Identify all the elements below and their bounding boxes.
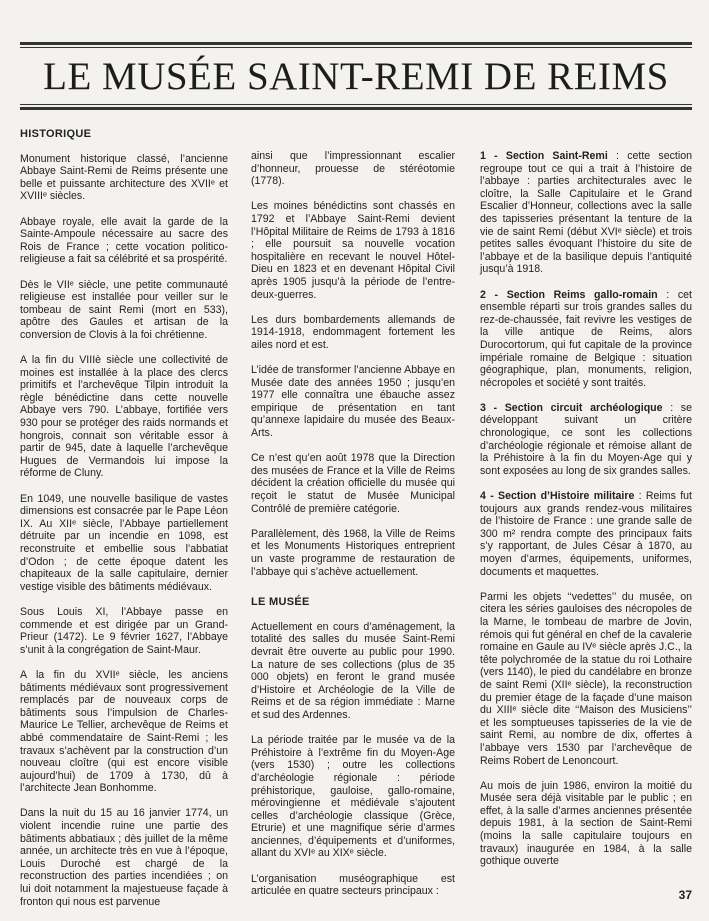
section-paragraph-4 [480, 490, 692, 578]
section-text: : cet ensemble réparti sur trois grandes salles du rez-de-chaussée, fait revivre les vestiges de la ville antique de Reims, alors Durocortorum, qui fut capitale de la province impériale romaine de Belgique : situation géographique, plan, monuments, religion, nécropoles et société y sont traités. [480, 288, 692, 389]
column-middle [251, 150, 455, 910]
paragraph: Les moines bénédictins sont chassés en 1792 et l’Abbaye Saint-Remi devient l’Hôpital Militaire de Reims de 1793 à 1816 ; elle poursuit sa nouvelle vocation hospitalière en recevant le nouvel Hôtel-Dieu en 1823 et en devenant Hôpital Civil après 1905 jusqu’à la période de l’entre-deux-guerres. [251, 200, 455, 301]
top-rule-thin [20, 47, 692, 48]
section-label: 2 - Section Reims gallo-romain [480, 288, 658, 301]
column-right [480, 150, 692, 880]
paragraph: Les durs bombardements allemands de 1914-1918, endommagent fortement les ailes nord et est. [251, 313, 455, 351]
section-label: 4 - Section d’Histoire militaire [480, 490, 635, 503]
column-left [20, 128, 228, 921]
paragraph: L’idée de transformer l’ancienne Abbaye en Musée date des années 1950 ; jusqu’en 1977 elle connaîtra une ébauche assez empirique de présentation en tant qu’annexe lapidaire du musée des Beaux-Arts. [251, 364, 455, 440]
paragraph: Parallèlement, dès 1968, la Ville de Reims et les Monuments Historiques entreprient un vaste programme de restauration de l’abbaye qui s’achève actuellement. [251, 527, 455, 578]
paragraph: La période traitée par le musée va de la Préhistoire à l’extrême fin du Moyen-Age (vers 1530) ; outre les collections d’archéologie régionale : période préhistorique, gauloise, gallo-romaine, mérovingienne et médiévale s’ajoutent celles d’archéologie classique (Grèce, Etrurie) et une magnifique série d’armes anciennes, d’équipements et d’uniformes, allant du XVIᵉ au XIXᵉ siècle. [251, 734, 455, 860]
section-heading-historique: HISTORIQUE [20, 128, 92, 140]
bottom-rule-thick [20, 107, 692, 110]
section-heading-le-musee: LE MUSÉE [251, 596, 310, 609]
paragraph: Sous Louis XI, l’Abbaye passe en commende et est dirigée par un Grand-Prieur (1472). Le 9 février 1627, l’Abbaye s’unit à la congrégation de Saint-Maur. [20, 605, 228, 656]
bottom-rule-thin [20, 104, 692, 105]
paragraph: ainsi que l’impressionnant escalier d’honneur, prouesse de stéréotomie (1778). [251, 150, 455, 188]
top-rule-thick [20, 42, 692, 45]
paragraph: En 1049, une nouvelle basilique de vastes dimensions est consacrée par le Pape Léon IX. Au XIIᵉ siècle, l’Abbaye partiellement détruite par un incendie en 1098, est reconstruite et embellie sous l’abbatiat d’Odon ; de cette époque datent les chapiteaux de la salle capitulaire, dernier vestige visible des bâtiments médiévaux. [20, 492, 228, 593]
page-number: 37 [678, 888, 692, 902]
section-paragraph-3 [480, 402, 692, 478]
section-label: 3 - Section circuit archéologique [480, 401, 663, 414]
section-text: : cette section regroupe tout ce qui a trait à l’histoire de l’abbaye : parties architecturales avec le cloître, la Salle Capitulaire et le Grand Escalier d’Honneur, collections avec la salle des tapisseries présentant la tenture de la vie de saint Remi (début XVIᵉ siècle) et trois petites salles évoquant l’histoire du site de l’abbaye et de la basilique depuis l’antiquité jusqu’à 1918. [480, 150, 692, 276]
paragraph: Au mois de juin 1986, environ la moitié du Musée sera déjà visitable par le public ; en effet, à la salle d’armes anciennes présentée depuis 1981, à la section de Saint-Remi (moins la salle capitulaire toujours en travaux) inaugurée en 1984, à la salle gothique ouverte [480, 779, 692, 868]
paragraph: Ce n’est qu’en août 1978 que la Direction des musées de France et la Ville de Reims décident la création officielle du musée qui reçoit le statut de Musée Municipal Contrôlé de première catégorie. [251, 452, 455, 515]
page-title: LE MUSÉE SAINT-REMI DE REIMS [43, 55, 669, 98]
paragraph: A la fin du VIIIè siècle une collectivité de moines est installée à la place des clercs primitifs et l’archevêque Tilpin introduit la règle bénédictine dans cette nouvelle Abbaye vers 790. L’abbaye, fortifiée vers 930 pour se protéger des raids normands et hongrois, connait son véritable essor à partir de 945, date à laquelle l’archevêque Hugues de Vermandois lui impose la réforme de Cluny. [20, 354, 228, 480]
section-paragraph-2 [480, 289, 692, 390]
paragraph: A la fin du XVIIᵉ siècle, les anciens bâtiments médiévaux sont progressivement remplacés par de nouveaux corps de bâtiments sous l’impulsion de Charles-Maurice Le Tellier, archevêque de Reims et abbé commendataire de Saint-Remi ; les travaux s’achèvent par la construction d’un nouveau cloître (qui est encore visible aujourd’hui) de 1709 à 1730, dû à l’architecte Jean Bonhomme. [20, 668, 228, 795]
section-label: 1 - Section Saint-Remi [480, 150, 608, 162]
paragraph: L’organisation muséographique est articulée en quatre secteurs principaux : [251, 872, 455, 898]
section-paragraph-1 [480, 150, 692, 276]
paragraph: Actuellement en cours d’aménagement, la totalité des salles du musée Saint-Remi devrait être ouverte au public pour 1990. La nature de ses collections (plus de 35 000 objets) en feront le grand musée d’Histoire et Archéologie de la Ville de Reims et de sa région immédiate : Marne et sud des Ardennes. [251, 620, 455, 721]
paragraph: Abbaye royale, elle avait la garde de la Sainte-Ampoule nécessaire au sacre des Rois de France ; cette vocation politico-religieuse a fait sa célébrité et sa prospérité. [20, 215, 228, 266]
paragraph: Parmi les objets ‘‘vedettes’’ du musée, on citera les séries gauloises des nécropoles de la Marne, le tombeau de marbre de Jovin, rémois qui fut général en chef de la cavalerie romaine en Gaule au IVᵉ siècle après J.C., la tête polychromée de la statue du roi Lothaire (vers 1140), le pied du candélabre en bronze de saint Remi (XIIᵉ siècle), la reconstruction du premier étage de la façade d’une maison du XIIIᵉ siècle dite ‘‘Maison des Musiciens’’ et les somptueuses tapisseries de la vie de saint Remi, au nombre de dix, offertes à l’abbaye vers 1530 par l’archevêque de Reims Robert de Lenoncourt. [480, 590, 692, 767]
paragraph: Dès le VIIᵉ siècle, une petite communauté religieuse est installée pour veiller sur le tombeau de saint Remi (mort en 533), apôtre des Gaules et artisan de la conversion de Clovis à la foi chrétienne. [20, 278, 228, 341]
paragraph: Monument historique classé, l’ancienne Abbaye Saint-Remi de Reims présente une belle et puissante architecture des XVIIᵉ et XVIIIᵉ siècles. [20, 152, 228, 203]
section-text: : Reims fut toujours aux grands rendez-vous militaires de l’histoire de France : une grande salle de 300 m² rendra compte des principaux faits s’y rapportant, de Jules César à 1870, au moyen d’armes, équipements, uniformes, documents et maquettes. [480, 490, 692, 578]
paragraph: Dans la nuit du 15 au 16 janvier 1774, un violent incendie ruine une partie des bâtiments abbatiaux ; dès juillet de la même année, un architecte très en vue à l’époque, Louis Duroché est chargé de la reconstruction des parties incendiées ; on lui doit notamment la majestueuse façade à fronton qui nous est parvenue [20, 807, 228, 908]
section-text: : se développant suivant un critère chronologique, ce sont les collections d’archéologie régionale et rémoise allant de la Préhistoire à la fin du Moyen-Age qui y sont exposées au long de six grandes salles. [480, 401, 692, 477]
